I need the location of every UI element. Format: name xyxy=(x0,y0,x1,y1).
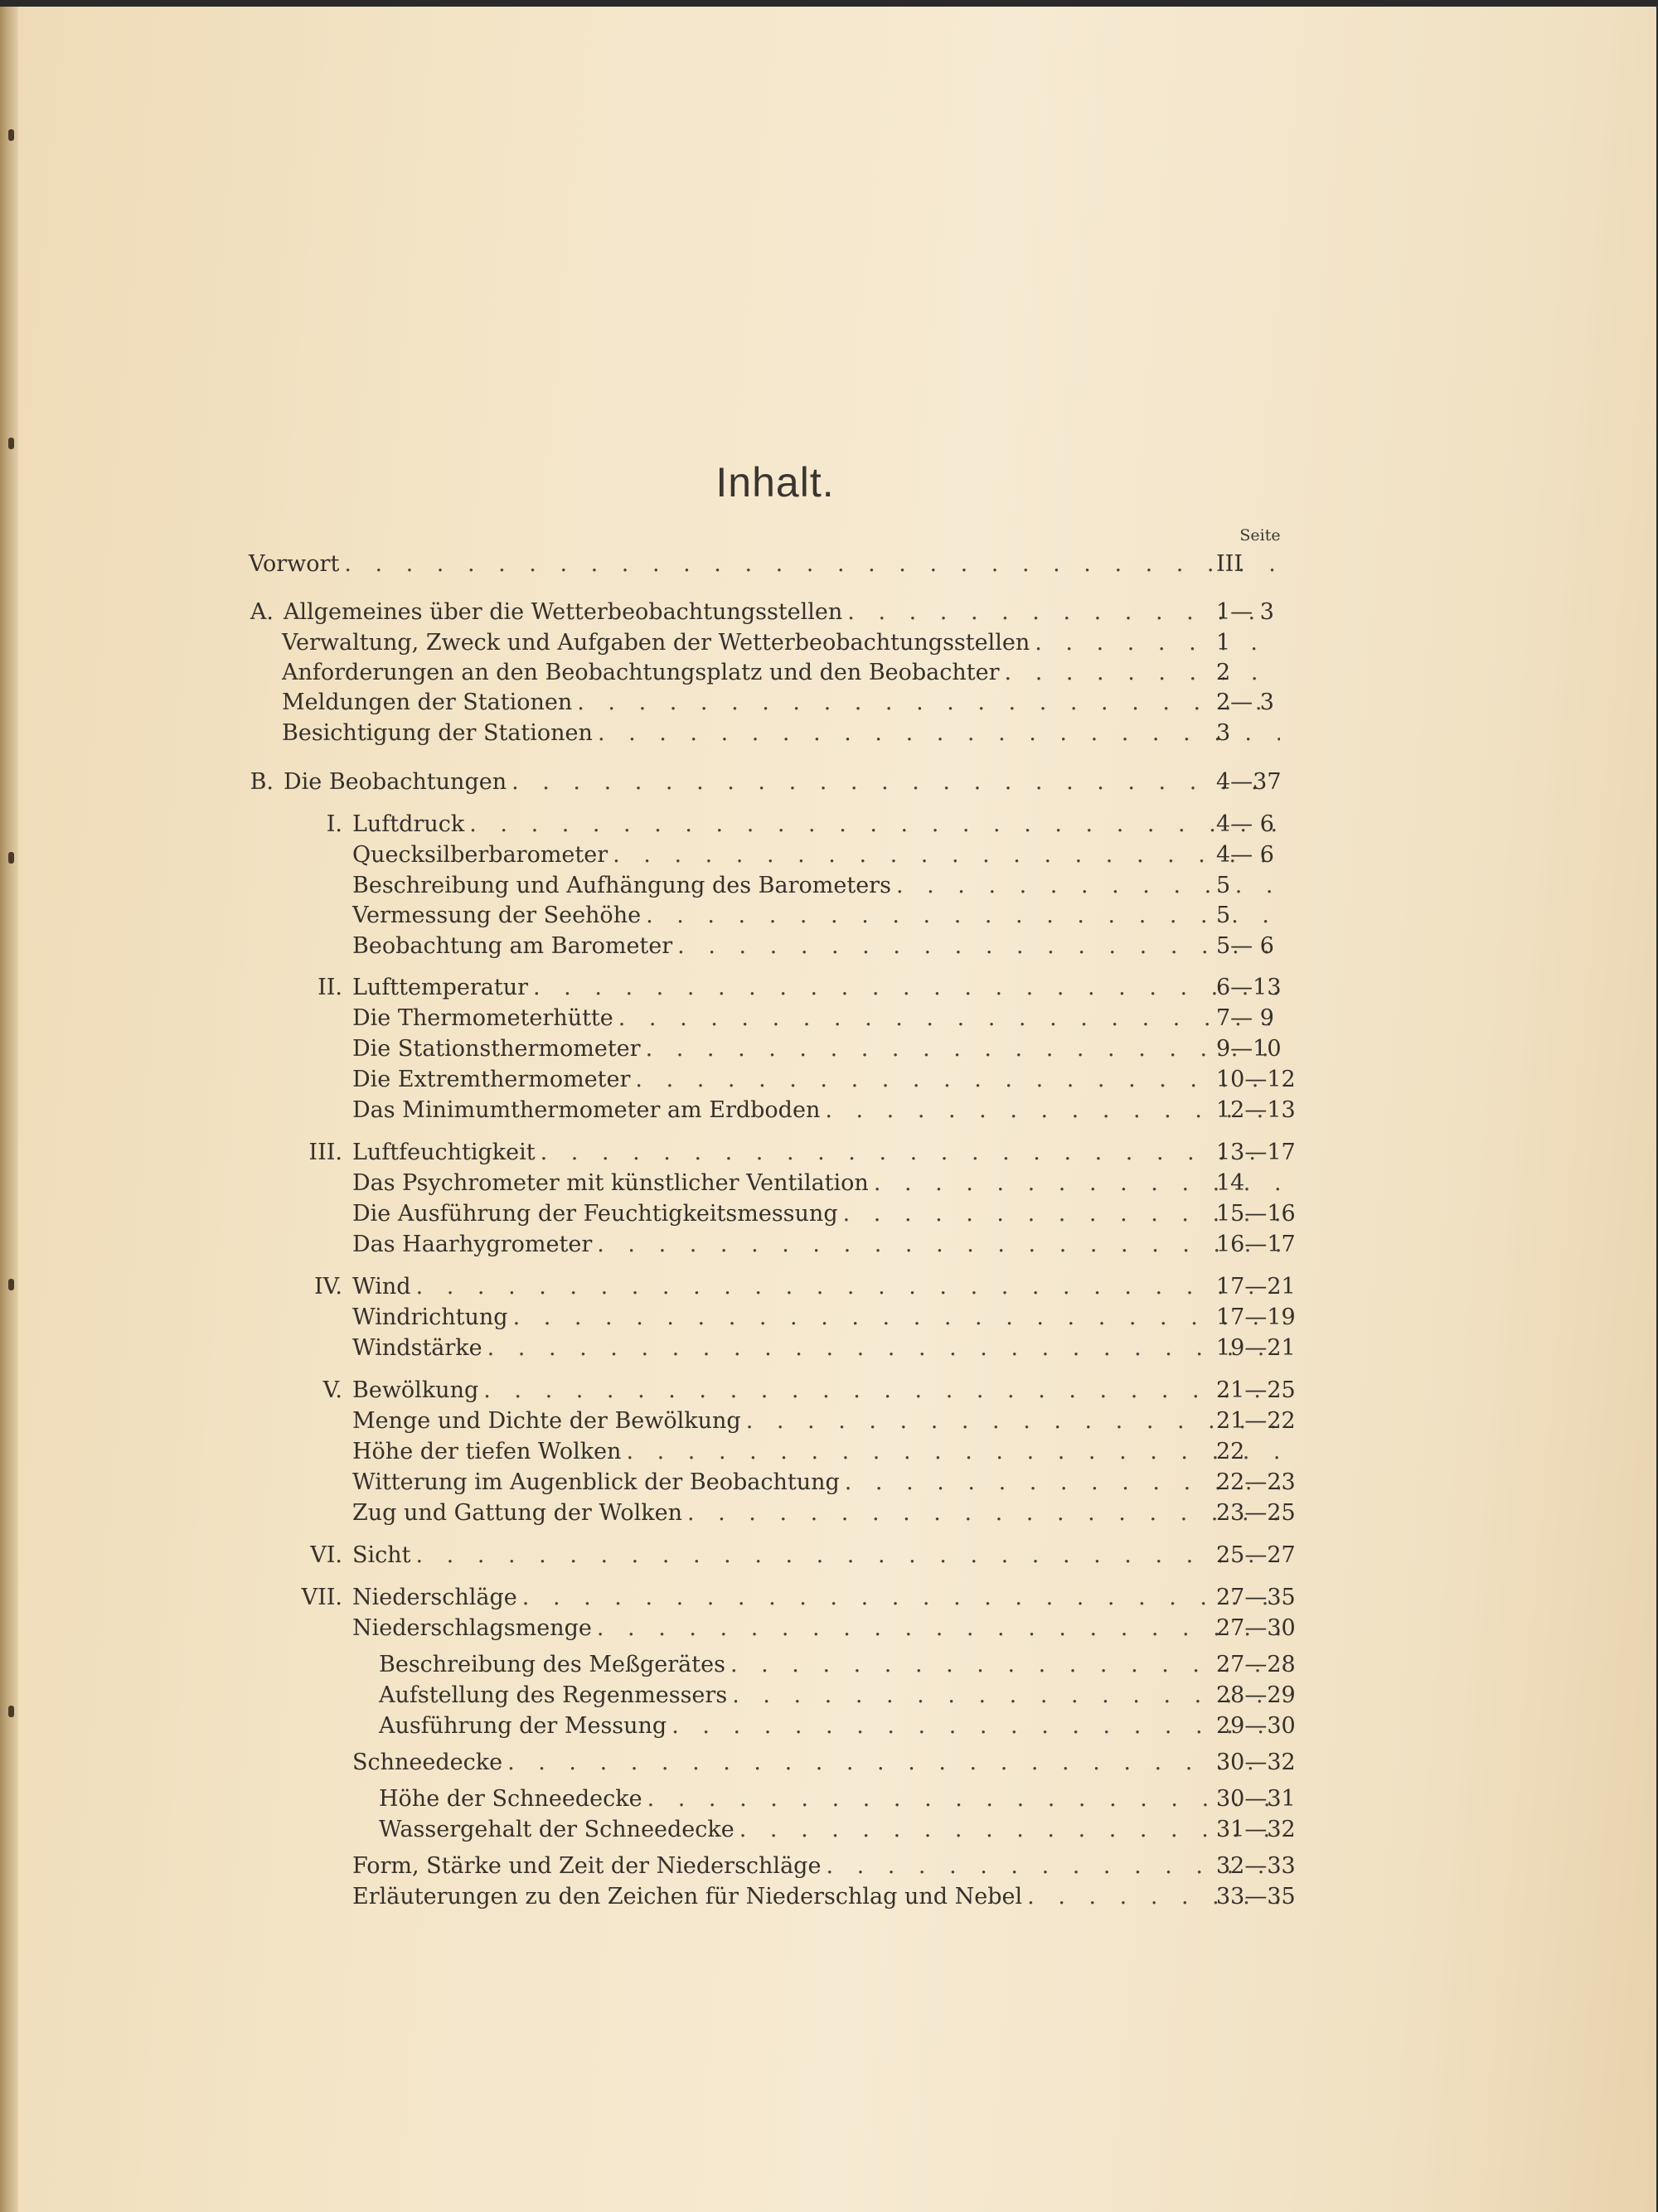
toc-chapter[interactable] xyxy=(282,1274,1285,1304)
toc-chapter-number: V. xyxy=(322,1377,342,1403)
leader-dots xyxy=(597,1232,1280,1257)
toc-page-range: 4— 6 xyxy=(1216,811,1274,837)
toc-page-range: 13—17 xyxy=(1216,1140,1296,1165)
toc-entry-title: Windrichtung xyxy=(352,1304,508,1330)
toc-entry[interactable] xyxy=(352,903,1285,932)
toc-entry[interactable] xyxy=(352,1036,1285,1066)
toc-entry-title: Beobachtung am Barometer xyxy=(352,933,673,959)
toc-page-range: 6—13 xyxy=(1216,975,1282,1000)
toc-page-range: 4— 6 xyxy=(1216,842,1274,868)
toc-page-range: 5 xyxy=(1216,873,1231,898)
leader-dots xyxy=(826,1853,1280,1879)
toc-chapter-number: III. xyxy=(308,1140,342,1165)
leader-dots xyxy=(416,1542,1281,1568)
toc-entry-title: Die Beobachtungen xyxy=(284,769,507,795)
toc-entry-title: Vorwort xyxy=(249,551,340,577)
toc-entry[interactable] xyxy=(282,720,1285,750)
toc-entry[interactable] xyxy=(282,660,1285,690)
toc-page-range: 31—32 xyxy=(1216,1817,1296,1842)
toc-chapter[interactable] xyxy=(282,1140,1285,1169)
toc-entry[interactable] xyxy=(352,1469,1285,1499)
toc-entry[interactable] xyxy=(352,1750,1285,1779)
toc-entry[interactable] xyxy=(352,1304,1285,1334)
toc-page-range: 32—33 xyxy=(1216,1853,1296,1879)
toc-entry-title: Die Ausführung der Feuchtigkeitsmessung xyxy=(352,1201,838,1227)
toc-entry[interactable] xyxy=(352,1853,1285,1883)
toc-page-range: 23—25 xyxy=(1216,1500,1296,1526)
toc-entry-title: Vermessung der Seehöhe xyxy=(352,903,642,928)
toc-chapter[interactable] xyxy=(282,1542,1285,1572)
toc-page-range: 33—35 xyxy=(1216,1884,1296,1909)
toc-entry-title: Das Minimumthermometer am Erdboden xyxy=(352,1097,821,1123)
toc-entry-title: Windstärke xyxy=(352,1335,482,1361)
toc-entry-title: Die Extremthermometer xyxy=(352,1067,631,1092)
leader-dots xyxy=(843,1201,1280,1227)
toc-entry-title: Witterung im Augenblick der Beobachtung xyxy=(352,1469,840,1495)
leader-dots xyxy=(739,1817,1280,1842)
toc-chapter[interactable] xyxy=(282,1585,1285,1614)
toc-section-number: B. xyxy=(250,769,274,795)
toc-section-number: A. xyxy=(250,599,274,625)
leader-dots xyxy=(671,1713,1280,1739)
leader-dots xyxy=(533,975,1280,1000)
toc-page-range: 1— 3 xyxy=(1216,599,1274,625)
toc-entry-title: Besichtigung der Stationen xyxy=(282,720,593,746)
toc-entry-title: Wassergehalt der Schneedecke xyxy=(379,1817,734,1842)
toc-section-a[interactable] xyxy=(249,599,1285,629)
toc-entry-title: Zug und Gattung der Wolken xyxy=(352,1500,682,1526)
leader-dots xyxy=(344,551,1280,577)
toc-entry-title: Ausführung der Messung xyxy=(379,1713,667,1739)
toc-entry-title: Luftdruck xyxy=(352,811,465,837)
toc-entry[interactable] xyxy=(352,1067,1285,1096)
leader-dots xyxy=(845,1469,1280,1495)
leader-dots xyxy=(513,1304,1280,1330)
leader-dots xyxy=(635,1067,1280,1092)
toc-page-range: 1 xyxy=(1216,630,1231,656)
toc-entry-title: Beschreibung und Aufhängung des Barometers xyxy=(352,873,891,898)
leader-dots xyxy=(677,933,1280,959)
toc-entry-title: Form, Stärke und Zeit der Niederschläge xyxy=(352,1853,822,1879)
toc-entry-title: Das Haarhygrometer xyxy=(352,1232,593,1257)
toc-entry-title: Lufttemperatur xyxy=(352,975,529,1000)
leader-dots xyxy=(416,1274,1280,1300)
toc-chapter-number: II. xyxy=(318,975,342,1000)
toc-page-range: 5 xyxy=(1216,903,1231,928)
toc-entry[interactable] xyxy=(379,1682,1285,1712)
toc-page-range: 4—37 xyxy=(1216,769,1282,795)
toc-entry-title: Sicht xyxy=(352,1542,411,1568)
toc-entry[interactable] xyxy=(379,1817,1285,1847)
toc-chapter-number: VII. xyxy=(301,1585,342,1610)
toc-page-range: 17—21 xyxy=(1216,1274,1296,1300)
toc-entry[interactable] xyxy=(352,1500,1285,1530)
toc-entry-title: Meldungen der Stationen xyxy=(282,690,573,715)
leader-dots xyxy=(487,1335,1280,1361)
toc-entry-title: Quecksilberbarometer xyxy=(352,842,608,868)
toc-entry-title: Die Thermometerhütte xyxy=(352,1005,613,1031)
toc-entry[interactable] xyxy=(379,1786,1285,1816)
toc-entry[interactable] xyxy=(352,1232,1285,1261)
toc-page-range: 21—22 xyxy=(1216,1408,1296,1434)
toc-entry[interactable] xyxy=(352,1615,1285,1645)
toc-entry-title: Niederschlagsmenge xyxy=(352,1615,592,1641)
toc-page-range: 27—28 xyxy=(1216,1652,1296,1677)
leader-dots xyxy=(746,1408,1280,1434)
toc-entry[interactable] xyxy=(282,630,1285,660)
toc-page-range: 10—12 xyxy=(1216,1067,1296,1092)
leader-dots xyxy=(647,1786,1280,1812)
toc-page-range: 12—13 xyxy=(1216,1097,1296,1123)
leader-dots xyxy=(732,1682,1280,1708)
toc-chapter[interactable] xyxy=(282,811,1285,841)
toc-entry-title: Schneedecke xyxy=(352,1750,503,1775)
leader-dots xyxy=(507,1750,1280,1775)
toc-page-range: 25—27 xyxy=(1216,1542,1296,1568)
leader-dots xyxy=(847,599,1280,625)
leader-dots xyxy=(646,903,1280,928)
toc-entry-title: Beschreibung des Meßgerätes xyxy=(379,1652,725,1677)
toc-entry[interactable] xyxy=(379,1713,1285,1743)
toc-entry[interactable] xyxy=(352,1439,1285,1469)
leader-dots xyxy=(522,1585,1280,1610)
toc-page-range: 9—10 xyxy=(1216,1036,1282,1062)
toc-page-range: 21—25 xyxy=(1216,1377,1296,1403)
toc-entry[interactable] xyxy=(352,933,1285,963)
toc-page-range: 22—23 xyxy=(1216,1469,1296,1495)
toc-entry[interactable] xyxy=(379,1652,1285,1682)
leader-dots xyxy=(511,769,1280,795)
toc-entry-title: Allgemeines über die Wetterbeobachtungsstellen xyxy=(284,599,843,625)
toc-entry[interactable] xyxy=(352,1005,1285,1035)
toc-entry-title: Anforderungen an den Beobachtungsplatz und den Beobachter xyxy=(282,660,1000,685)
toc-entry-title: Menge und Dichte der Bewölkung xyxy=(352,1408,741,1434)
toc-entry-title: Verwaltung, Zweck und Aufgaben der Wetterbeobachtungsstellen xyxy=(282,630,1030,656)
toc-section-b[interactable] xyxy=(249,769,1285,799)
toc-chapter-number: IV. xyxy=(313,1274,342,1300)
toc-page-range: 28—29 xyxy=(1216,1682,1296,1708)
page-title: Inhalt. xyxy=(715,459,835,506)
toc-page-range: 22 xyxy=(1216,1439,1245,1464)
leader-dots xyxy=(646,1036,1280,1062)
toc-entry-title: Höhe der Schneedecke xyxy=(379,1786,642,1812)
toc-entry-title: Bewölkung xyxy=(352,1377,479,1403)
toc-page-range: 30—31 xyxy=(1216,1786,1296,1812)
toc-page-range: III xyxy=(1216,551,1243,577)
toc-entry-title: Aufstellung des Regenmessers xyxy=(379,1682,728,1708)
toc-page-range: 30—32 xyxy=(1216,1750,1296,1775)
toc-chapter[interactable] xyxy=(282,975,1285,1004)
toc-chapter-number: I. xyxy=(326,811,342,837)
toc-page-range: 29—30 xyxy=(1216,1713,1296,1739)
toc-page-range: 19—21 xyxy=(1216,1335,1296,1361)
toc-page-range: 14 xyxy=(1216,1170,1245,1196)
leader-dots xyxy=(541,1140,1280,1165)
leader-dots xyxy=(597,1615,1280,1641)
toc-entry-preface[interactable] xyxy=(249,551,1285,581)
toc-page-range: 5— 6 xyxy=(1216,933,1274,959)
toc-page-range: 27—35 xyxy=(1216,1585,1296,1610)
toc-entry[interactable] xyxy=(352,1335,1285,1365)
toc-entry-title: Luftfeuchtigkeit xyxy=(352,1140,536,1165)
toc-chapter-number: VI. xyxy=(310,1542,342,1568)
toc-entry-title: Höhe der tiefen Wolken xyxy=(352,1439,622,1464)
toc-page-range: 2— 3 xyxy=(1216,690,1274,715)
leader-dots xyxy=(626,1439,1280,1464)
toc-entry-title: Das Psychrometer mit künstlicher Ventilation xyxy=(352,1170,869,1196)
leader-dots xyxy=(687,1500,1280,1526)
toc-page-range: 3 xyxy=(1216,720,1231,746)
toc-entry[interactable] xyxy=(352,1884,1285,1914)
leader-dots xyxy=(613,842,1280,868)
toc-page-range: 16—17 xyxy=(1216,1232,1296,1257)
leader-dots xyxy=(577,690,1280,715)
toc-entry[interactable] xyxy=(352,1201,1285,1231)
toc-entry[interactable] xyxy=(352,1170,1285,1200)
toc-page-range: 2 xyxy=(1216,660,1231,685)
toc-entry[interactable] xyxy=(352,873,1285,903)
toc-page-range: 27—30 xyxy=(1216,1615,1296,1641)
toc-page-range: 7— 9 xyxy=(1216,1005,1274,1031)
leader-dots xyxy=(825,1097,1280,1123)
toc-page-range: 17—19 xyxy=(1216,1304,1296,1330)
toc-entry[interactable] xyxy=(282,690,1285,719)
toc-entry-title: Die Stationsthermometer xyxy=(352,1036,641,1062)
toc-chapter[interactable] xyxy=(282,1377,1285,1407)
leader-dots xyxy=(469,811,1280,837)
toc-entry[interactable] xyxy=(352,1408,1285,1438)
toc-entry-title: Niederschläge xyxy=(352,1585,517,1610)
toc-entry-title: Wind xyxy=(352,1274,411,1300)
toc-page-range: 15—16 xyxy=(1216,1201,1296,1227)
leader-dots xyxy=(618,1005,1280,1031)
leader-dots xyxy=(730,1652,1280,1677)
leader-dots xyxy=(483,1377,1280,1403)
toc-entry[interactable] xyxy=(352,842,1285,872)
page-column-header: Seite xyxy=(1239,526,1281,545)
leader-dots xyxy=(598,720,1280,746)
toc-entry-title: Erläuterungen zu den Zeichen für Niederschlag und Nebel xyxy=(352,1884,1023,1909)
toc-entry[interactable] xyxy=(352,1097,1285,1127)
